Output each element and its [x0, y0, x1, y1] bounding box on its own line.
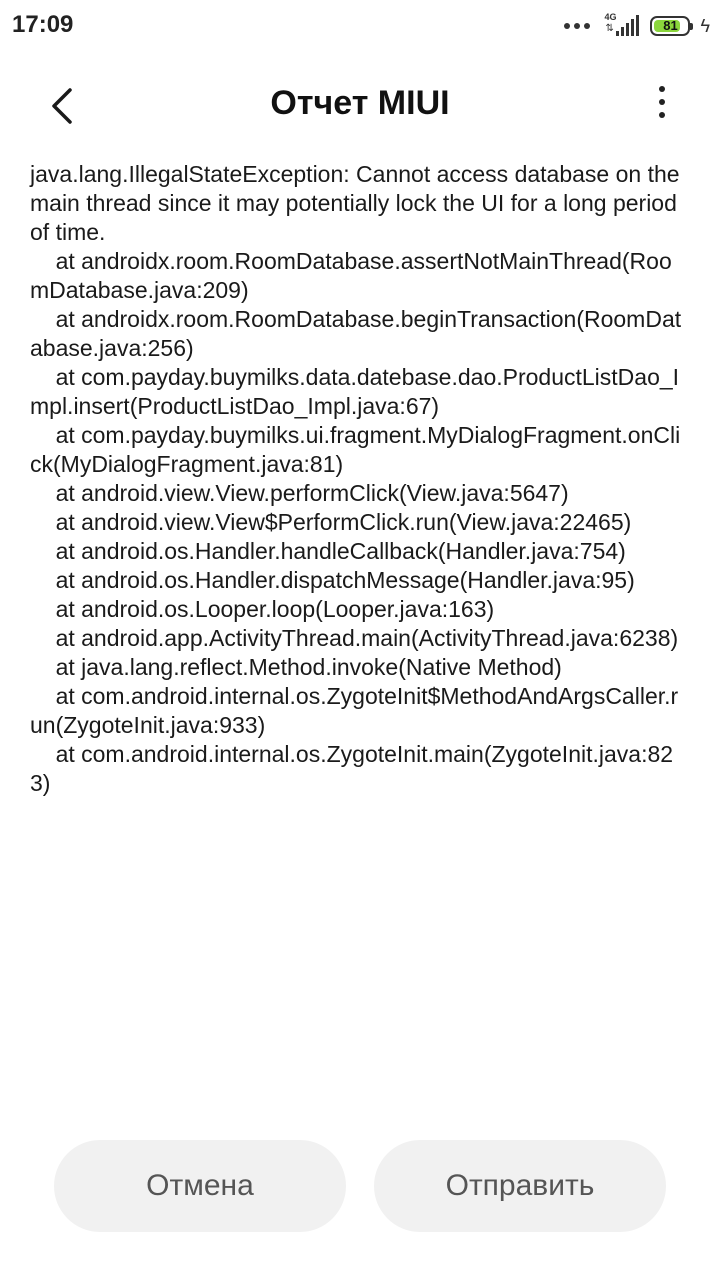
app-bar	[0, 60, 720, 150]
send-button[interactable]: Отправить	[374, 1140, 666, 1232]
more-dots-icon	[564, 23, 590, 29]
error-report-text: java.lang.IllegalStateException: Cannot access database on the main thread since it may potentially lock the UI for a long period of time. at androidx.room.RoomDatabase.assertNotMainThread(RoomDatabase.java:209) at androidx.room.RoomDatabase.beginTransaction(RoomDatabase.java:256) at com.payday.buymilks.data.datebase.dao.ProductListDao_Impl.insert(ProductListDao_Impl.java:67) at com.payday.buymilks.ui.fragment.MyDialogFragment.onClick(MyDialogFragment.java:81) at android.view.View.performClick(View.java:5647) at android.view.View$PerformClick.run(View.java:22465) at android.os.Handler.handleCallback(Handler.java:754) at android.os.Handler.dispatchMessage(Handler.java:95) at android.os.Looper.loop(Looper.java:163) at android.app.ActivityThread.main(ActivityThread.java:6238) at java.lang.reflect.Method.invoke(Native Method) at com.android.internal.os.ZygoteInit$MethodAndArgsCaller.run(ZygoteInit.java:933) at com.android.internal.os.ZygoteInit.main(ZygoteInit.java:823)	[30, 161, 682, 796]
data-arrows-icon: ⇅	[605, 23, 614, 34]
more-options-button[interactable]	[640, 74, 684, 130]
action-buttons	[54, 1140, 666, 1232]
network-type-label: 4G	[604, 12, 617, 22]
battery-level: 81	[663, 18, 678, 33]
battery-icon	[650, 16, 690, 36]
more-vertical-icon	[659, 86, 665, 92]
page-title: Отчет MIUI	[270, 84, 450, 122]
status-icons	[564, 12, 710, 40]
status-bar	[0, 0, 720, 52]
charging-bolt-icon: ϟ	[700, 15, 710, 36]
signal-icon	[604, 14, 642, 38]
status-time: 17:09	[12, 11, 74, 38]
cancel-button[interactable]: Отмена	[54, 1140, 346, 1232]
